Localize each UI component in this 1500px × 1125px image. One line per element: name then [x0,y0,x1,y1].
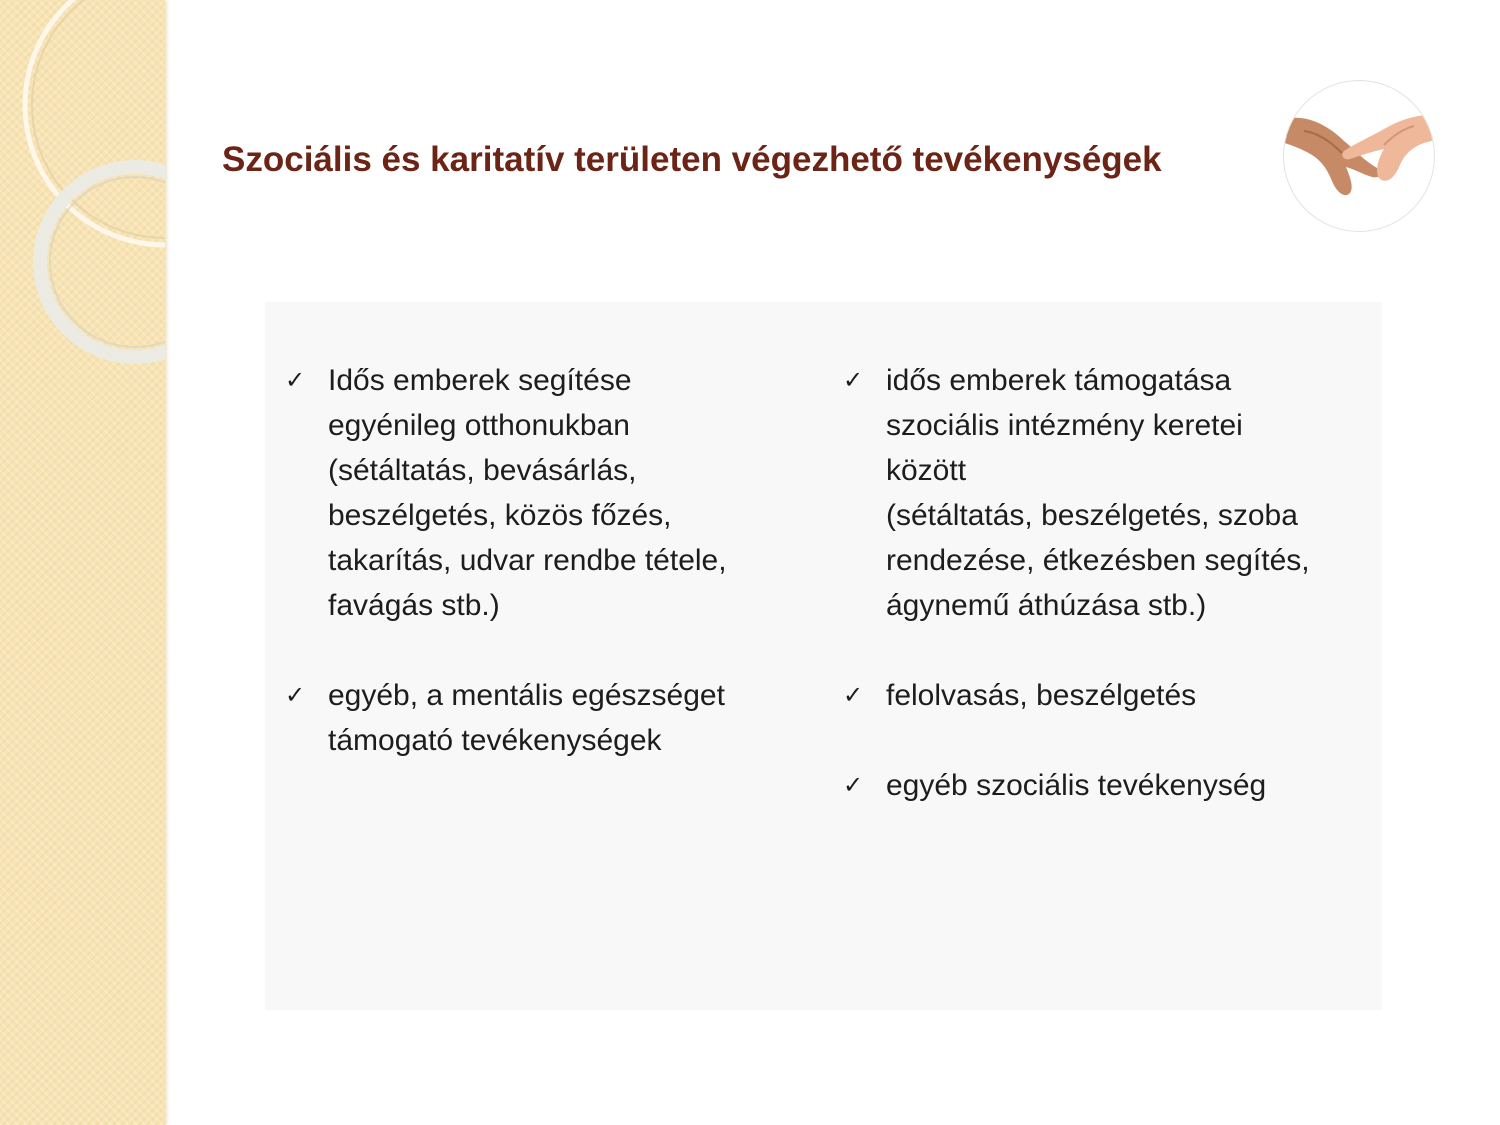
list-item-text: idős emberek támogatása szociális intézmény keretei között (sétáltatás, beszélgetés, szoba rendezése, étkezésben segítés, ágynemű áthúzása stb.) [886,364,1310,622]
list-item [285,358,785,628]
checkmark-icon: ✓ [843,771,864,799]
content-panel [265,302,1382,1010]
list-item-text: Idős emberek segítése egyénileg otthonukban (sétáltatás, bevásárlás, beszélgetés, közös főzés, takarítás, udvar rendbe tétele, favágás stb.) [328,364,727,622]
holding-hands-icon [1284,81,1434,231]
holding-hands-photo [1283,80,1435,232]
list-item-text: egyéb szociális tevékenység [886,769,1267,802]
decorative-rings [0,0,165,420]
checkmark-icon: ✓ [285,366,306,394]
list-item [843,358,1343,628]
checkmark-icon: ✓ [843,681,864,709]
list-item [843,763,1343,808]
checkmark-icon: ✓ [843,366,864,394]
list-item [285,673,785,763]
list-item-text: egyéb, a mentális egészséget támogató tevékenységek [328,679,725,757]
slide-title: Szociális és karitatív területen végezhető tevékenységek [222,140,1162,179]
list-item-text: felolvasás, beszélgetés [886,679,1197,712]
left-column-list [285,358,785,808]
checkmark-icon: ✓ [285,681,306,709]
right-column-list [843,358,1343,853]
list-item [843,673,1343,718]
